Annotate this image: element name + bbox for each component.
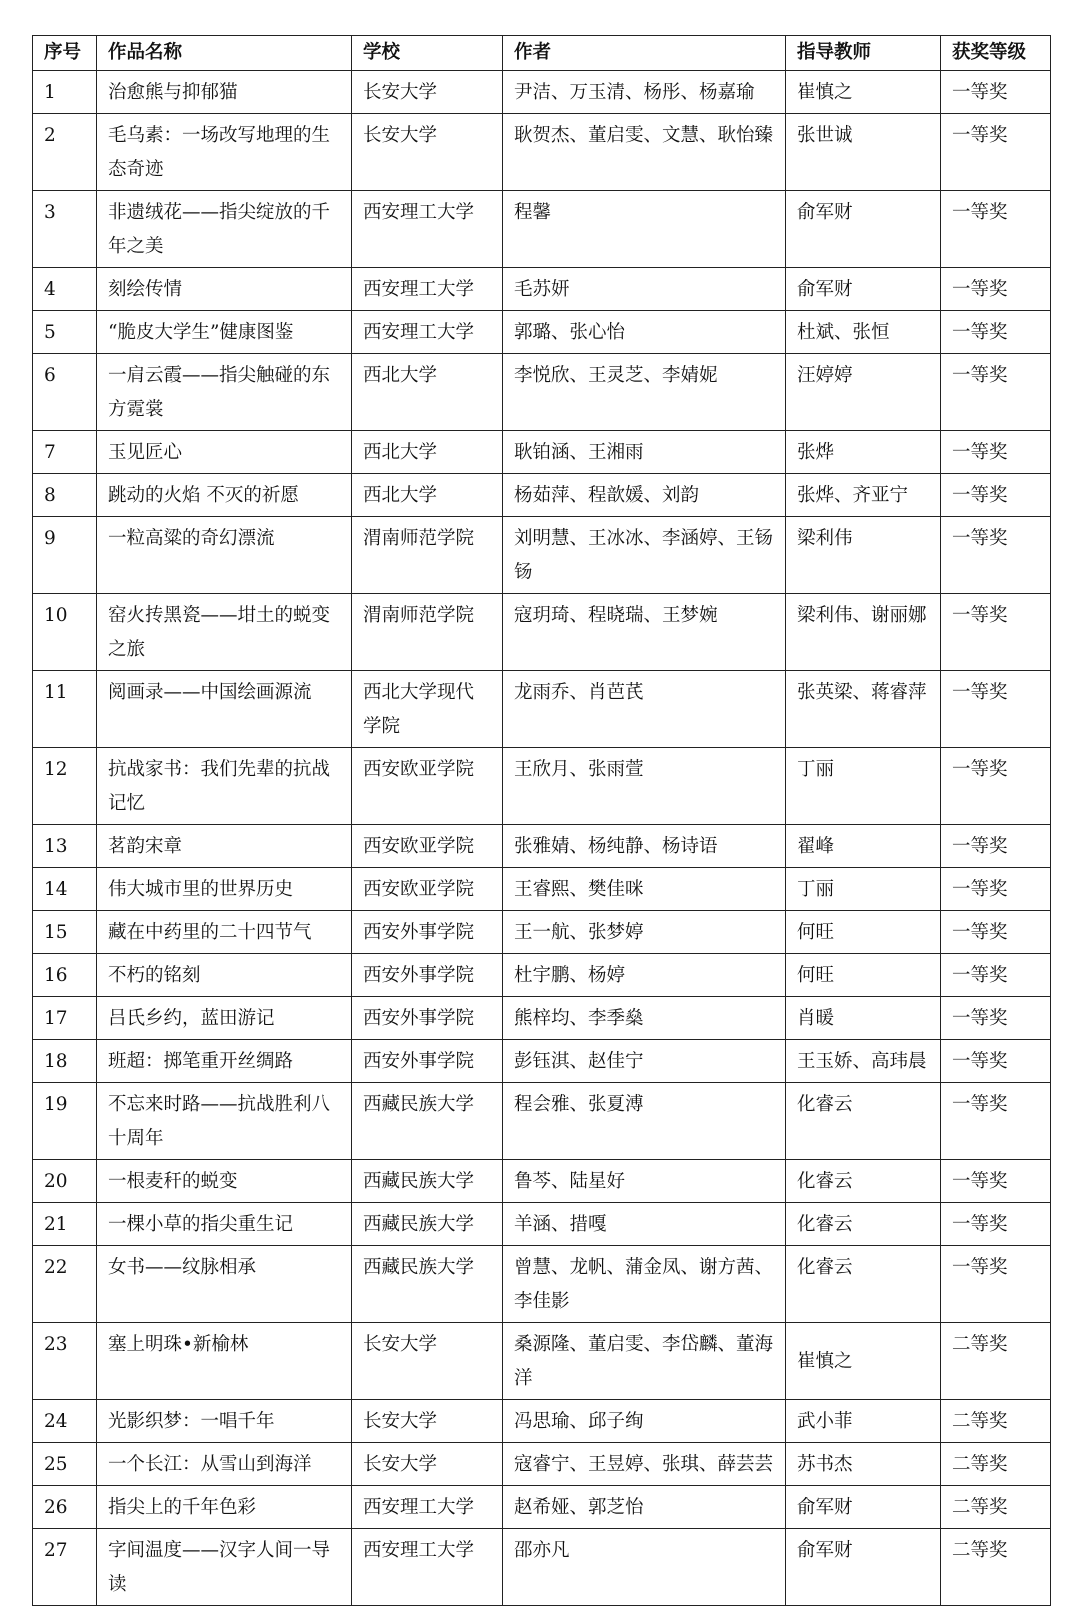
cell-work-title: 字间温度——汉字人间一导读: [97, 1529, 352, 1606]
cell-index: 7: [33, 431, 97, 474]
cell-work-title: 班超：掷笔重开丝绸路: [97, 1040, 352, 1083]
cell-work-title: 跳动的火焰 不灭的祈愿: [97, 474, 352, 517]
cell-authors: 羊涵、措嘎: [503, 1203, 786, 1246]
cell-authors: 程会雅、张夏溥: [503, 1083, 786, 1160]
cell-index: 6: [33, 354, 97, 431]
table-row: [33, 268, 1051, 311]
cell-advisor: 崔慎之: [786, 1323, 941, 1400]
cell-index: 9: [33, 517, 97, 594]
cell-advisor: 俞军财: [786, 1529, 941, 1606]
cell-index: 12: [33, 748, 97, 825]
cell-index: 20: [33, 1160, 97, 1203]
cell-award-level: 一等奖: [941, 1246, 1051, 1323]
table-row: [33, 1529, 1051, 1606]
table-row: [33, 311, 1051, 354]
cell-work-title: 塞上明珠•新榆林: [97, 1323, 352, 1400]
header-advisor: 指导教师: [786, 36, 941, 71]
cell-school: 西北大学: [352, 354, 503, 431]
cell-advisor: 梁利伟: [786, 517, 941, 594]
cell-index: 22: [33, 1246, 97, 1323]
cell-authors: 王睿熙、樊佳咪: [503, 868, 786, 911]
cell-advisor: 化睿云: [786, 1203, 941, 1246]
table-row: [33, 868, 1051, 911]
cell-award-level: 一等奖: [941, 268, 1051, 311]
cell-award-level: 二等奖: [941, 1443, 1051, 1486]
cell-award-level: 一等奖: [941, 191, 1051, 268]
cell-award-level: 一等奖: [941, 954, 1051, 997]
cell-work-title: 伟大城市里的世界历史: [97, 868, 352, 911]
cell-award-level: 一等奖: [941, 594, 1051, 671]
cell-work-title: 一粒高粱的奇幻漂流: [97, 517, 352, 594]
cell-advisor: 梁利伟、谢丽娜: [786, 594, 941, 671]
cell-authors: 邵亦凡: [503, 1529, 786, 1606]
table-row: [33, 1040, 1051, 1083]
table-row: [33, 1400, 1051, 1443]
cell-advisor: 何旺: [786, 954, 941, 997]
header-index: 序号: [33, 36, 97, 71]
table-row: [33, 1443, 1051, 1486]
table-row: [33, 997, 1051, 1040]
cell-award-level: 二等奖: [941, 1400, 1051, 1443]
table-row: [33, 1486, 1051, 1529]
cell-index: 10: [33, 594, 97, 671]
cell-authors: 桑源隆、董启雯、李岱麟、董海洋: [503, 1323, 786, 1400]
cell-index: 3: [33, 191, 97, 268]
cell-advisor: 张世诚: [786, 114, 941, 191]
cell-advisor: 丁丽: [786, 868, 941, 911]
cell-authors: 张雅婧、杨纯静、杨诗语: [503, 825, 786, 868]
cell-work-title: 非遗绒花——指尖绽放的千年之美: [97, 191, 352, 268]
cell-school: 长安大学: [352, 71, 503, 114]
cell-award-level: 一等奖: [941, 748, 1051, 825]
cell-index: 27: [33, 1529, 97, 1606]
cell-school: 渭南师范学院: [352, 594, 503, 671]
cell-school: 西藏民族大学: [352, 1203, 503, 1246]
header-authors: 作者: [503, 36, 786, 71]
table-row: [33, 911, 1051, 954]
cell-advisor: 化睿云: [786, 1160, 941, 1203]
cell-work-title: 一根麦秆的蜕变: [97, 1160, 352, 1203]
cell-work-title: 刻绘传情: [97, 268, 352, 311]
table-row: [33, 474, 1051, 517]
cell-award-level: 二等奖: [941, 1529, 1051, 1606]
table-row: [33, 748, 1051, 825]
cell-advisor: 俞军财: [786, 1486, 941, 1529]
cell-work-title: 藏在中药里的二十四节气: [97, 911, 352, 954]
cell-advisor: 王玉娇、高玮晨: [786, 1040, 941, 1083]
cell-authors: 耿铂涵、王湘雨: [503, 431, 786, 474]
cell-authors: 程馨: [503, 191, 786, 268]
cell-work-title: 吕氏乡约，蓝田游记: [97, 997, 352, 1040]
cell-authors: 王一航、张梦婷: [503, 911, 786, 954]
cell-advisor: 俞军财: [786, 268, 941, 311]
cell-advisor: 张烨、齐亚宁: [786, 474, 941, 517]
cell-work-title: 不朽的铭刻: [97, 954, 352, 997]
cell-index: 26: [33, 1486, 97, 1529]
cell-school: 西安理工大学: [352, 311, 503, 354]
cell-award-level: 一等奖: [941, 1040, 1051, 1083]
cell-advisor: 丁丽: [786, 748, 941, 825]
cell-work-title: 指尖上的千年色彩: [97, 1486, 352, 1529]
cell-school: 长安大学: [352, 1400, 503, 1443]
cell-award-level: 一等奖: [941, 997, 1051, 1040]
cell-index: 16: [33, 954, 97, 997]
table-row: [33, 114, 1051, 191]
cell-advisor: 苏书杰: [786, 1443, 941, 1486]
table-header-row: [33, 36, 1051, 71]
cell-award-level: 一等奖: [941, 474, 1051, 517]
cell-work-title: 女书——纹脉相承: [97, 1246, 352, 1323]
table-row: [33, 431, 1051, 474]
cell-advisor: 张烨: [786, 431, 941, 474]
cell-school: 西安外事学院: [352, 1040, 503, 1083]
cell-work-title: 窑火抟黑瓷——坩土的蜕变之旅: [97, 594, 352, 671]
cell-work-title: 抗战家书：我们先辈的抗战记忆: [97, 748, 352, 825]
table-row: [33, 1246, 1051, 1323]
cell-work-title: 毛乌素：一场改写地理的生态奇迹: [97, 114, 352, 191]
table-row: [33, 594, 1051, 671]
cell-work-title: 一个长江：从雪山到海洋: [97, 1443, 352, 1486]
cell-index: 23: [33, 1323, 97, 1400]
cell-authors: 耿贺杰、董启雯、文慧、耿怡臻: [503, 114, 786, 191]
header-award-level: 获奖等级: [941, 36, 1051, 71]
cell-advisor: 俞军财: [786, 191, 941, 268]
cell-index: 13: [33, 825, 97, 868]
cell-index: 19: [33, 1083, 97, 1160]
cell-school: 西安理工大学: [352, 1486, 503, 1529]
cell-authors: 郭璐、张心怡: [503, 311, 786, 354]
cell-advisor: 武小菲: [786, 1400, 941, 1443]
cell-school: 西安理工大学: [352, 191, 503, 268]
cell-school: 长安大学: [352, 114, 503, 191]
cell-authors: 冯思瑜、邱子绚: [503, 1400, 786, 1443]
cell-authors: 鲁芩、陆星好: [503, 1160, 786, 1203]
cell-index: 21: [33, 1203, 97, 1246]
cell-authors: 曾慧、龙帆、蒲金凤、谢方茜、李佳影: [503, 1246, 786, 1323]
cell-award-level: 一等奖: [941, 71, 1051, 114]
cell-award-level: 二等奖: [941, 1486, 1051, 1529]
cell-index: 18: [33, 1040, 97, 1083]
table-row: [33, 517, 1051, 594]
table-row: [33, 954, 1051, 997]
cell-school: 西藏民族大学: [352, 1160, 503, 1203]
cell-advisor: 张英梁、蒋睿萍: [786, 671, 941, 748]
table-row: [33, 1160, 1051, 1203]
award-table: [32, 35, 1051, 1606]
cell-index: 1: [33, 71, 97, 114]
cell-award-level: 二等奖: [941, 1323, 1051, 1400]
table-row: [33, 1323, 1051, 1400]
cell-advisor: 何旺: [786, 911, 941, 954]
cell-authors: 杜宇鹏、杨婷: [503, 954, 786, 997]
cell-authors: 毛苏妍: [503, 268, 786, 311]
table-row: [33, 825, 1051, 868]
cell-index: 25: [33, 1443, 97, 1486]
cell-work-title: 光影织梦：一唱千年: [97, 1400, 352, 1443]
cell-school: 西北大学现代学院: [352, 671, 503, 748]
cell-advisor: 汪婷婷: [786, 354, 941, 431]
cell-award-level: 一等奖: [941, 1083, 1051, 1160]
cell-school: 西安理工大学: [352, 1529, 503, 1606]
cell-school: 西安外事学院: [352, 997, 503, 1040]
cell-index: 2: [33, 114, 97, 191]
cell-index: 14: [33, 868, 97, 911]
cell-award-level: 一等奖: [941, 517, 1051, 594]
table-row: [33, 1203, 1051, 1246]
header-work-title: 作品名称: [97, 36, 352, 71]
cell-school: 西藏民族大学: [352, 1083, 503, 1160]
cell-work-title: 不忘来时路——抗战胜利八十周年: [97, 1083, 352, 1160]
cell-advisor: 杜斌、张恒: [786, 311, 941, 354]
cell-authors: 彭钰淇、赵佳宁: [503, 1040, 786, 1083]
cell-award-level: 一等奖: [941, 311, 1051, 354]
header-school: 学校: [352, 36, 503, 71]
cell-school: 长安大学: [352, 1323, 503, 1400]
cell-work-title: “脆皮大学生”健康图鉴: [97, 311, 352, 354]
cell-authors: 王欣月、张雨萱: [503, 748, 786, 825]
cell-school: 西安外事学院: [352, 954, 503, 997]
cell-index: 5: [33, 311, 97, 354]
cell-school: 西北大学: [352, 474, 503, 517]
cell-authors: 赵希娅、郭芝怡: [503, 1486, 786, 1529]
cell-index: 11: [33, 671, 97, 748]
cell-award-level: 一等奖: [941, 354, 1051, 431]
cell-authors: 李悦欣、王灵芝、李婧妮: [503, 354, 786, 431]
table-body: [33, 71, 1051, 1606]
cell-authors: 刘明慧、王冰冰、李涵婷、王钖钖: [503, 517, 786, 594]
cell-authors: 杨茹萍、程歆媛、刘韵: [503, 474, 786, 517]
cell-school: 长安大学: [352, 1443, 503, 1486]
cell-index: 15: [33, 911, 97, 954]
cell-school: 西安欧亚学院: [352, 868, 503, 911]
cell-school: 西安欧亚学院: [352, 825, 503, 868]
cell-award-level: 一等奖: [941, 911, 1051, 954]
table-row: [33, 71, 1051, 114]
cell-index: 8: [33, 474, 97, 517]
cell-school: 渭南师范学院: [352, 517, 503, 594]
cell-award-level: 一等奖: [941, 1160, 1051, 1203]
cell-authors: 寇玥琦、程晓瑞、王梦婉: [503, 594, 786, 671]
cell-award-level: 一等奖: [941, 114, 1051, 191]
cell-advisor: 化睿云: [786, 1083, 941, 1160]
cell-school: 西安欧亚学院: [352, 748, 503, 825]
cell-school: 西安外事学院: [352, 911, 503, 954]
table-row: [33, 671, 1051, 748]
table-row: [33, 354, 1051, 431]
cell-work-title: 一棵小草的指尖重生记: [97, 1203, 352, 1246]
cell-index: 17: [33, 997, 97, 1040]
cell-advisor: 化睿云: [786, 1246, 941, 1323]
cell-award-level: 一等奖: [941, 825, 1051, 868]
table-row: [33, 1083, 1051, 1160]
cell-work-title: 一肩云霞——指尖触碰的东方霓裳: [97, 354, 352, 431]
cell-advisor: 崔慎之: [786, 71, 941, 114]
cell-index: 24: [33, 1400, 97, 1443]
cell-award-level: 一等奖: [941, 868, 1051, 911]
cell-authors: 龙雨乔、肖芭芪: [503, 671, 786, 748]
cell-work-title: 玉见匠心: [97, 431, 352, 474]
cell-authors: 熊梓均、李季燊: [503, 997, 786, 1040]
award-list-page: [32, 35, 1050, 1606]
cell-work-title: 治愈熊与抑郁猫: [97, 71, 352, 114]
cell-authors: 尹洁、万玉清、杨彤、杨嘉瑜: [503, 71, 786, 114]
cell-work-title: 茗韵宋章: [97, 825, 352, 868]
cell-school: 西安理工大学: [352, 268, 503, 311]
cell-advisor: 翟峰: [786, 825, 941, 868]
cell-award-level: 一等奖: [941, 671, 1051, 748]
cell-school: 西北大学: [352, 431, 503, 474]
cell-award-level: 一等奖: [941, 1203, 1051, 1246]
cell-work-title: 阅画录——中国绘画源流: [97, 671, 352, 748]
cell-index: 4: [33, 268, 97, 311]
cell-award-level: 一等奖: [941, 431, 1051, 474]
cell-authors: 寇睿宁、王昱婷、张琪、薛芸芸: [503, 1443, 786, 1486]
cell-school: 西藏民族大学: [352, 1246, 503, 1323]
table-row: [33, 191, 1051, 268]
cell-advisor: 肖暖: [786, 997, 941, 1040]
